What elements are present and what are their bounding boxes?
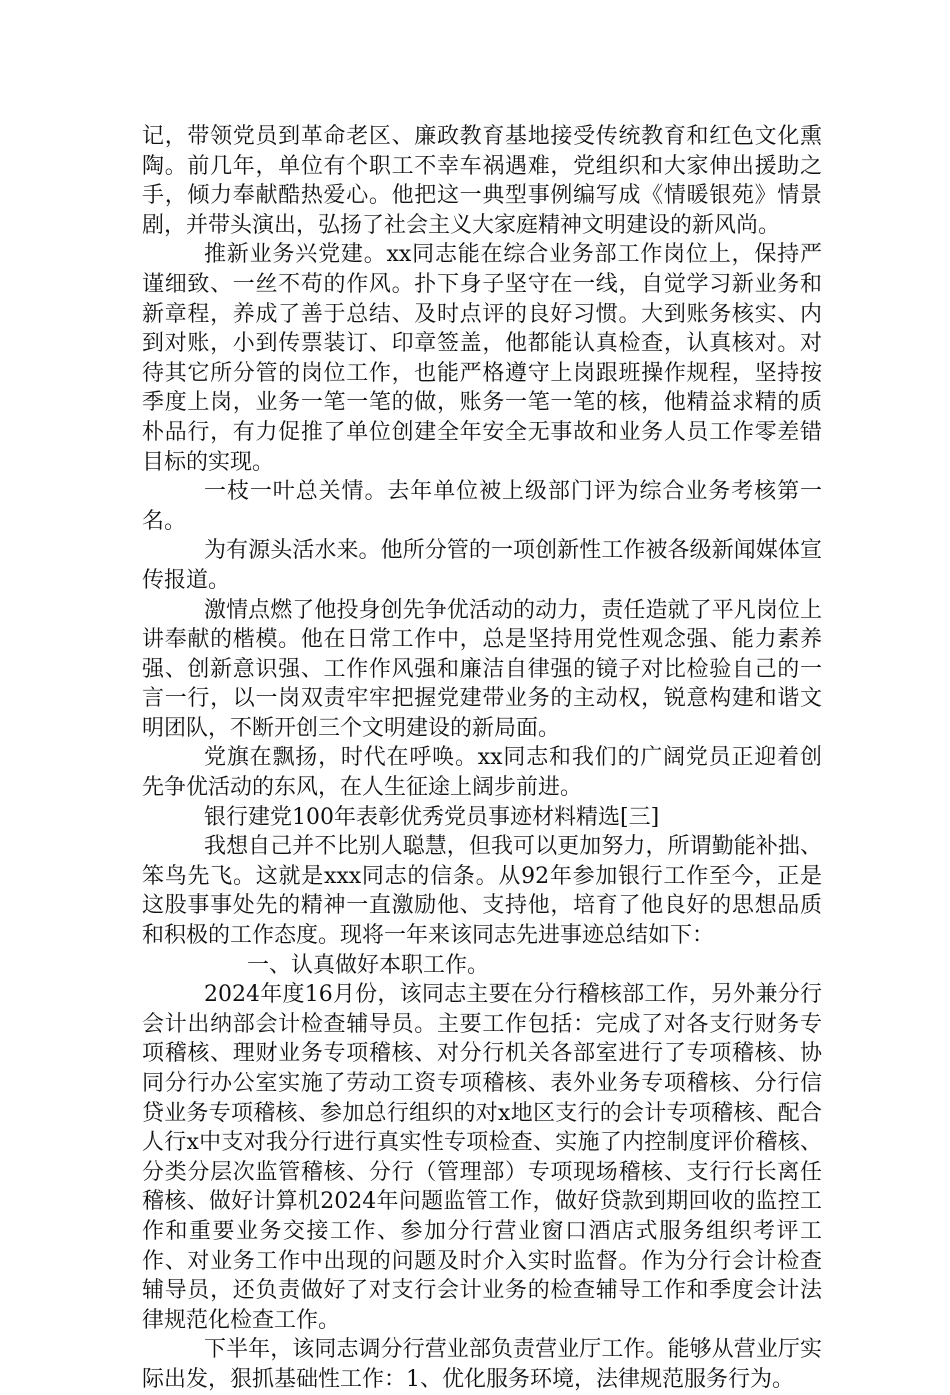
paragraph-5: 激情点燃了他投身创先争优活动的动力，责任造就了平凡岗位上讲奉献的楷模。他在日常工作中，总是坚持用党性观念强、能力素养强、创新意识强、工作作风强和廉洁自律强的镜子对比检验自己的一言一行，以一岗双责牢牢把握党建带业务的主动权，锐意构建和谐文明团队，不断开创三个文明建设的新局面。 — [142, 597, 822, 741]
paragraph-7: 我想自己并不比别人聪慧，但我可以更加努力，所谓勤能补拙、笨鸟先飞。这就是xxx同志的信条。从92年参加银行工作至今，正是这股事事处先的精神一直激励他、支持他，培育了他良好的思想品质和积极的工作态度。现将一年来该同志先进事迹总结如下： — [142, 834, 822, 949]
paragraph-2: 推新业务兴党建。xx同志能在综合业务部工作岗位上，保持严谨细致、一丝不苟的作风。扑下身子坚守在一线，自觉学习新业务和新章程，养成了善于总结、及时点评的良好习惯。大到账务核实、内到对账，小到传票装订、印章签盖，他都能认真检查，认真核对。对待其它所分管的岗位工作，也能严格遵守上岗跟班操作规程，坚持按季度上岗，业务一笔一笔的做，账务一笔一笔的核，他精益求精的质朴品行，有力促推了单位创建全年安全无事故和业务人员工作零差错目标的实现。 — [142, 242, 822, 475]
subheading-1: 一、认真做好本职工作。 — [247, 952, 490, 978]
paragraph-8: 2024年度16月份，该同志主要在分行稽核部工作，另外兼分行会计出纳部会计检查辅导员。主要工作包括：完成了对各支行财务专项稽核、理财业务专项稽核、对分行机关各部室进行了专项稽核、协同分行办公室实施了劳动工资专项稽核、表外业务专项稽核、分行信贷业务专项稽核、参加总行组织的对x地区支行的会计专项稽核、配合人行x中支对我分行进行真实性专项检查、实施了内控制度评价稽核、分类分层次监管稽核、分行（管理部）专项现场稽核、支行行长离任稽核、做好计算机2024年问题监管工作，做好贷款到期回收的监控工作和重要业务交接工作、参加分行营业窗口酒店式服务组织考评工作、对业务工作中出现的问题及时介入实时监督。作为分行会计检查辅导员，还负责做好了对支行会计业务的检查辅导工作和季度会计法律规范化检查工作。 — [142, 982, 822, 1333]
paragraph-4: 为有源头活水来。他所分管的一项创新性工作被各级新闻媒体宣传报道。 — [142, 538, 822, 593]
paragraph-1: 记，带领党员到革命老区、廉政教育基地接受传统教育和红色文化熏陶。前几年，单位有个职工不幸车祸遇难，党组织和大家伸出援助之手，倾力奉献酷热爱心。他把这一典型事例编写成《情暖银苑》情景剧，并带头演出，弘扬了社会主义大家庭精神文明建设的新风尚。 — [142, 124, 822, 238]
paragraph-6: 党旗在飘扬，时代在呼唤。xx同志和我们的广阔党员正迎着创先争优活动的东风，在人生征途上阔步前进。 — [142, 745, 822, 801]
section-heading: 银行建党100年表彰优秀党员事迹材料精选[三] — [204, 804, 660, 830]
document-body — [142, 122, 822, 1395]
paragraph-9: 下半年，该同志调分行营业部负责营业厅工作。能够从营业厅实际出发，狠抓基础性工作：1、优化服务环境，法律规范服务行为。 — [142, 1337, 822, 1392]
paragraph-3: 一枝一叶总关情。去年单位被上级部门评为综合业务考核第一名。 — [142, 479, 822, 534]
